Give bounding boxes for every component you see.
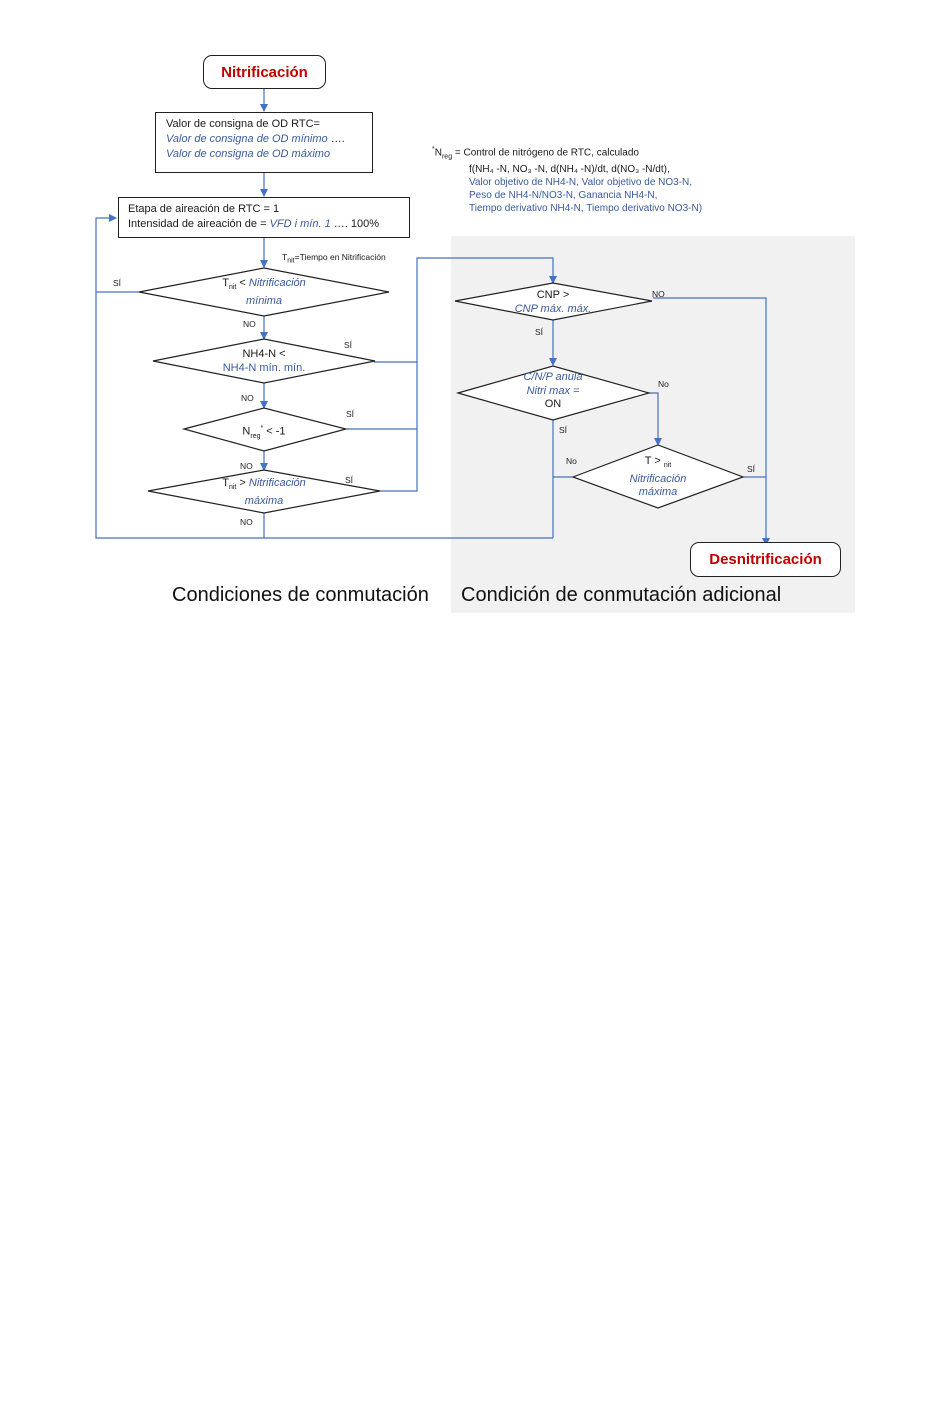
d4-line2: máxima <box>244 494 284 507</box>
nreg-note-line4: Peso de NH4-N/NO3-N, Ganancia NH4-N, <box>469 190 658 202</box>
d7-sub: nit <box>663 462 672 470</box>
connector <box>649 393 658 445</box>
tnit-text: =Tiempo en Nitrificación <box>294 252 386 262</box>
aeration-line2-prefix: Intensidad de aireación de = <box>128 218 270 230</box>
d3-yes-label: SÍ <box>346 409 355 419</box>
d7-text <box>603 455 713 500</box>
aeration-line2-suffix: …. 100% <box>330 218 380 230</box>
nreg-note-sub: reg <box>441 153 453 161</box>
d4-t: T <box>222 477 229 489</box>
d3-n: N <box>242 425 251 438</box>
nreg-note-line1: = Control de nitrógeno de RTC, calculado <box>452 147 639 159</box>
aeration-line2-italic: VFD i mín. 1 <box>269 218 331 230</box>
d3-sub: reg <box>250 432 261 440</box>
d5-yes-label: SÍ <box>535 327 544 337</box>
setpoint-line2: Valor de consigna de OD mínimo <box>166 133 328 145</box>
d2-line2: NH4-N mín. mín. <box>222 361 306 374</box>
nreg-note <box>432 143 702 215</box>
setpoint-line2-suffix: …. <box>330 133 345 145</box>
d4-sub: nit <box>228 484 237 492</box>
tnit-note <box>282 251 386 268</box>
d4-text <box>184 477 344 508</box>
nreg-note-line2: f(NH₄ -N, NO₃ -N, d(NH₄ -N)/dt, d(NO₃ -N/dt), <box>469 164 670 176</box>
setpoint-box <box>155 112 373 173</box>
start-terminal <box>203 55 326 89</box>
d3-text <box>204 422 324 443</box>
nreg-note-line3: Valor objetivo de NH4-N, Valor objetivo de NO3-N, <box>469 177 693 189</box>
aeration-box <box>118 197 410 238</box>
d5-line2: CNP máx. máx. <box>514 302 592 315</box>
d2-text <box>184 348 344 375</box>
d7-no-label: No <box>566 456 577 466</box>
d6-line1: C/N/P anula <box>523 371 583 383</box>
d2-line1: NH4-N < <box>242 348 286 360</box>
d6-line2: Nitri max = <box>526 384 580 397</box>
connector <box>380 362 417 491</box>
nreg-note-sup: * <box>432 146 435 153</box>
d1-op: < <box>236 277 249 289</box>
d3-no-label: NO <box>240 461 253 471</box>
d4-line1: Nitrificación <box>248 477 306 489</box>
d7-line2: Nitrificación <box>629 472 687 485</box>
nreg-note-line5: Tiempo derivativo NH4-N, Tiempo derivativo NO3-N) <box>469 203 703 215</box>
nreg-note-n: N <box>434 147 442 159</box>
d7-line3: máxima <box>638 486 678 499</box>
d6-text <box>493 371 613 412</box>
d1-sub: nit <box>228 284 237 292</box>
d3-rest: < -1 <box>263 425 286 438</box>
setpoint-line1: Valor de consigna de OD RTC= <box>166 118 320 130</box>
end-label: Desnitrificación <box>709 551 822 568</box>
connector <box>653 298 766 545</box>
d1-no-label: NO <box>243 319 256 329</box>
d4-no-label: NO <box>240 517 253 527</box>
d6-yes-label: SÍ <box>559 425 568 435</box>
caption-left: Condiciones de conmutación <box>172 584 429 606</box>
tnit-sub: nit <box>287 257 295 265</box>
d6-no-label: No <box>658 379 669 389</box>
d2-no-label: NO <box>241 393 254 403</box>
d5-no-label: NO <box>652 289 665 299</box>
d1-text <box>184 277 344 308</box>
d1-line1: Nitrificación <box>248 277 306 289</box>
d7-line1a: T > <box>644 455 664 467</box>
d6-line3: ON <box>544 398 562 410</box>
d4-op: > <box>236 477 249 489</box>
d1-yes-label: SÍ <box>113 278 122 288</box>
d1-line2: mínima <box>245 294 283 307</box>
caption-right: Condición de conmutación adicional <box>461 584 782 606</box>
aeration-line1: Etapa de aireación de RTC = 1 <box>128 203 280 215</box>
d7-yes-label: SÍ <box>747 464 756 474</box>
end-terminal <box>690 542 841 577</box>
start-label: Nitrificación <box>221 63 308 81</box>
d5-line1: CNP > <box>536 289 570 301</box>
d1-t: T <box>222 277 229 289</box>
d2-yes-label: SÍ <box>344 340 353 350</box>
d4-yes-label: SÍ <box>345 475 354 485</box>
tnit-symbol: T <box>282 252 288 262</box>
setpoint-line3: Valor de consigna de OD máximo <box>166 148 331 160</box>
d5-text <box>488 289 618 316</box>
d3-sup: * <box>260 425 264 432</box>
